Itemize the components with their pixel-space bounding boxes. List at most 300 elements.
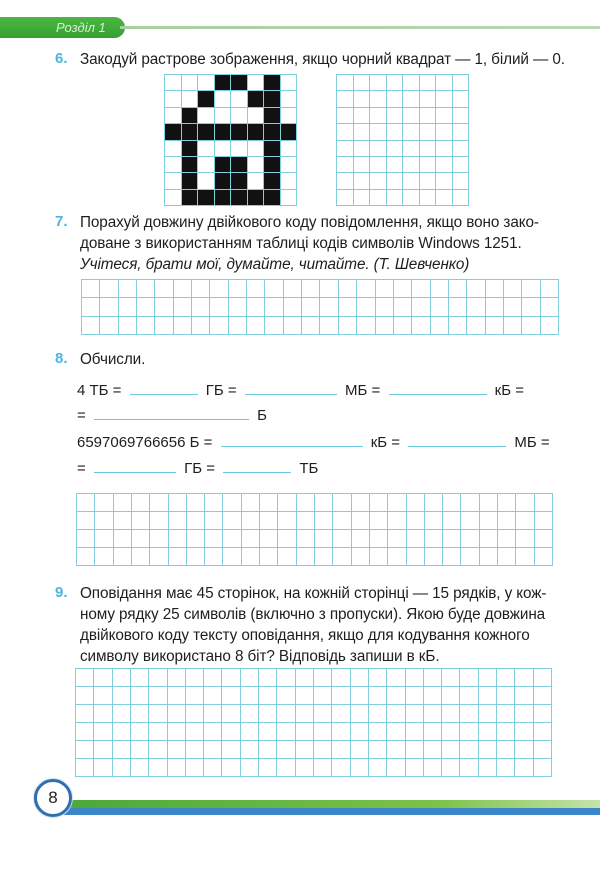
grid-cell[interactable] bbox=[302, 317, 320, 335]
grid-cell[interactable] bbox=[516, 530, 534, 548]
grid-cell[interactable] bbox=[354, 173, 371, 189]
grid-cell[interactable] bbox=[284, 298, 302, 316]
grid-cell[interactable] bbox=[387, 124, 404, 140]
grid-cell[interactable] bbox=[314, 687, 332, 705]
grid-cell[interactable] bbox=[515, 669, 533, 687]
grid-cell[interactable] bbox=[187, 548, 205, 566]
grid-cell[interactable] bbox=[76, 741, 94, 759]
grid-cell[interactable] bbox=[436, 75, 453, 91]
grid-cell[interactable] bbox=[150, 494, 168, 512]
grid-cell[interactable] bbox=[223, 548, 241, 566]
grid-cell[interactable] bbox=[132, 512, 150, 530]
grid-cell[interactable] bbox=[486, 280, 504, 298]
grid-cell[interactable] bbox=[100, 280, 118, 298]
grid-cell[interactable] bbox=[535, 530, 553, 548]
grid-cell[interactable] bbox=[370, 512, 388, 530]
grid-cell[interactable] bbox=[442, 723, 460, 741]
grid-cell[interactable] bbox=[453, 173, 470, 189]
grid-cell[interactable] bbox=[424, 669, 442, 687]
grid-cell[interactable] bbox=[168, 723, 186, 741]
grid-cell[interactable] bbox=[229, 317, 247, 335]
grid-cell[interactable] bbox=[534, 705, 552, 723]
grid-cell[interactable] bbox=[497, 741, 515, 759]
grid-cell[interactable] bbox=[223, 494, 241, 512]
grid-cell[interactable] bbox=[387, 190, 404, 206]
grid-cell[interactable] bbox=[370, 190, 387, 206]
grid-cell[interactable] bbox=[222, 687, 240, 705]
grid-cell[interactable] bbox=[497, 705, 515, 723]
grid-cell[interactable] bbox=[339, 317, 357, 335]
grid-cell[interactable] bbox=[387, 669, 405, 687]
grid-cell[interactable] bbox=[403, 190, 420, 206]
grid-cell[interactable] bbox=[278, 530, 296, 548]
grid-cell[interactable] bbox=[387, 741, 405, 759]
grid-cell[interactable] bbox=[278, 548, 296, 566]
grid-cell[interactable] bbox=[132, 548, 150, 566]
grid-cell[interactable] bbox=[515, 759, 533, 777]
answer-blank-gb[interactable] bbox=[130, 380, 198, 395]
grid-cell[interactable] bbox=[242, 548, 260, 566]
answer-blank-gb-2[interactable] bbox=[94, 458, 176, 473]
grid-cell[interactable] bbox=[351, 723, 369, 741]
grid-cell[interactable] bbox=[431, 298, 449, 316]
grid-cell[interactable] bbox=[94, 705, 112, 723]
grid-cell[interactable] bbox=[76, 687, 94, 705]
grid-cell[interactable] bbox=[453, 108, 470, 124]
grid-cell[interactable] bbox=[407, 548, 425, 566]
grid-cell[interactable] bbox=[302, 298, 320, 316]
grid-cell[interactable] bbox=[155, 280, 173, 298]
grid-cell[interactable] bbox=[479, 687, 497, 705]
grid-cell[interactable] bbox=[320, 280, 338, 298]
grid-cell[interactable] bbox=[460, 723, 478, 741]
grid-cell[interactable] bbox=[479, 741, 497, 759]
grid-cell[interactable] bbox=[204, 741, 222, 759]
grid-cell[interactable] bbox=[296, 705, 314, 723]
grid-cell[interactable] bbox=[241, 705, 259, 723]
answer-blank-mb[interactable] bbox=[245, 380, 337, 395]
grid-cell[interactable] bbox=[94, 669, 112, 687]
grid-cell[interactable] bbox=[412, 280, 430, 298]
grid-cell[interactable] bbox=[332, 687, 350, 705]
grid-cell[interactable] bbox=[412, 317, 430, 335]
grid-cell[interactable] bbox=[297, 548, 315, 566]
grid-cell[interactable] bbox=[265, 317, 283, 335]
grid-cell[interactable] bbox=[265, 280, 283, 298]
grid-cell[interactable] bbox=[370, 124, 387, 140]
grid-cell[interactable] bbox=[315, 530, 333, 548]
grid-cell[interactable] bbox=[186, 705, 204, 723]
grid-cell[interactable] bbox=[260, 530, 278, 548]
grid-cell[interactable] bbox=[113, 759, 131, 777]
grid-cell[interactable] bbox=[204, 705, 222, 723]
grid-cell[interactable] bbox=[168, 741, 186, 759]
grid-cell[interactable] bbox=[424, 723, 442, 741]
grid-cell[interactable] bbox=[352, 530, 370, 548]
grid-cell[interactable] bbox=[259, 687, 277, 705]
grid-cell[interactable] bbox=[461, 548, 479, 566]
grid-cell[interactable] bbox=[260, 494, 278, 512]
grid-cell[interactable] bbox=[332, 705, 350, 723]
grid-cell[interactable] bbox=[479, 705, 497, 723]
grid-cell[interactable] bbox=[354, 75, 371, 91]
grid-cell[interactable] bbox=[337, 190, 354, 206]
grid-cell[interactable] bbox=[259, 669, 277, 687]
grid-cell[interactable] bbox=[479, 759, 497, 777]
grid-cell[interactable] bbox=[137, 298, 155, 316]
grid-cell[interactable] bbox=[229, 298, 247, 316]
grid-cell[interactable] bbox=[119, 280, 137, 298]
grid-cell[interactable] bbox=[406, 759, 424, 777]
grid-cell[interactable] bbox=[332, 741, 350, 759]
grid-cell[interactable] bbox=[114, 548, 132, 566]
grid-cell[interactable] bbox=[467, 298, 485, 316]
grid-cell[interactable] bbox=[442, 705, 460, 723]
grid-cell[interactable] bbox=[425, 530, 443, 548]
grid-cell[interactable] bbox=[420, 75, 437, 91]
grid-cell[interactable] bbox=[354, 124, 371, 140]
grid-cell[interactable] bbox=[436, 91, 453, 107]
grid-cell[interactable] bbox=[424, 687, 442, 705]
grid-cell[interactable] bbox=[376, 298, 394, 316]
grid-cell[interactable] bbox=[187, 512, 205, 530]
grid-cell[interactable] bbox=[337, 124, 354, 140]
grid-cell[interactable] bbox=[425, 512, 443, 530]
grid-cell[interactable] bbox=[332, 759, 350, 777]
grid-cell[interactable] bbox=[205, 494, 223, 512]
grid-cell[interactable] bbox=[504, 280, 522, 298]
grid-cell[interactable] bbox=[204, 687, 222, 705]
grid-cell[interactable] bbox=[76, 723, 94, 741]
grid-cell[interactable] bbox=[516, 512, 534, 530]
grid-cell[interactable] bbox=[113, 705, 131, 723]
grid-cell[interactable] bbox=[387, 705, 405, 723]
grid-cell[interactable] bbox=[76, 705, 94, 723]
grid-cell[interactable] bbox=[205, 548, 223, 566]
grid-cell[interactable] bbox=[119, 298, 137, 316]
grid-cell[interactable] bbox=[94, 741, 112, 759]
grid-cell[interactable] bbox=[222, 741, 240, 759]
grid-cell[interactable] bbox=[449, 317, 467, 335]
grid-cell[interactable] bbox=[351, 687, 369, 705]
grid-cell[interactable] bbox=[339, 280, 357, 298]
grid-cell[interactable] bbox=[259, 741, 277, 759]
grid-cell[interactable] bbox=[277, 687, 295, 705]
grid-cell[interactable] bbox=[387, 157, 404, 173]
grid-cell[interactable] bbox=[260, 512, 278, 530]
grid-cell[interactable] bbox=[320, 317, 338, 335]
grid-cell[interactable] bbox=[337, 75, 354, 91]
grid-cell[interactable] bbox=[453, 124, 470, 140]
grid-cell[interactable] bbox=[480, 530, 498, 548]
grid-cell[interactable] bbox=[387, 759, 405, 777]
grid-cell[interactable] bbox=[260, 548, 278, 566]
grid-cell[interactable] bbox=[497, 723, 515, 741]
grid-cell[interactable] bbox=[460, 687, 478, 705]
grid-cell[interactable] bbox=[277, 759, 295, 777]
grid-cell[interactable] bbox=[132, 494, 150, 512]
grid-cell[interactable] bbox=[168, 687, 186, 705]
grid-cell[interactable] bbox=[150, 512, 168, 530]
grid-cell[interactable] bbox=[259, 723, 277, 741]
grid-cell[interactable] bbox=[94, 723, 112, 741]
grid-cell[interactable] bbox=[534, 669, 552, 687]
grid-cell[interactable] bbox=[403, 124, 420, 140]
grid-cell[interactable] bbox=[247, 317, 265, 335]
grid-cell[interactable] bbox=[369, 723, 387, 741]
grid-cell[interactable] bbox=[369, 705, 387, 723]
grid-cell[interactable] bbox=[241, 669, 259, 687]
grid-cell[interactable] bbox=[169, 494, 187, 512]
grid-cell[interactable] bbox=[486, 317, 504, 335]
grid-cell[interactable] bbox=[388, 530, 406, 548]
grid-cell[interactable] bbox=[337, 91, 354, 107]
grid-cell[interactable] bbox=[515, 741, 533, 759]
grid-cell[interactable] bbox=[277, 741, 295, 759]
grid-cell[interactable] bbox=[333, 494, 351, 512]
grid-cell[interactable] bbox=[453, 157, 470, 173]
grid-cell[interactable] bbox=[480, 494, 498, 512]
grid-cell[interactable] bbox=[204, 759, 222, 777]
grid-cell[interactable] bbox=[241, 759, 259, 777]
grid-cell[interactable] bbox=[369, 669, 387, 687]
grid-cell[interactable] bbox=[387, 141, 404, 157]
grid-cell[interactable] bbox=[320, 298, 338, 316]
answer-blank-mb-2[interactable] bbox=[408, 432, 506, 447]
grid-cell[interactable] bbox=[403, 91, 420, 107]
grid-cell[interactable] bbox=[387, 91, 404, 107]
grid-cell[interactable] bbox=[241, 741, 259, 759]
grid-cell[interactable] bbox=[453, 75, 470, 91]
grid-cell[interactable] bbox=[186, 723, 204, 741]
grid-cell[interactable] bbox=[424, 705, 442, 723]
grid-cell[interactable] bbox=[247, 298, 265, 316]
grid-cell[interactable] bbox=[420, 91, 437, 107]
grid-cell[interactable] bbox=[278, 512, 296, 530]
grid-cell[interactable] bbox=[332, 669, 350, 687]
grid-cell[interactable] bbox=[186, 759, 204, 777]
grid-cell[interactable] bbox=[94, 759, 112, 777]
grid-cell[interactable] bbox=[387, 75, 404, 91]
grid-cell[interactable] bbox=[82, 280, 100, 298]
grid-cell[interactable] bbox=[357, 298, 375, 316]
grid-cell[interactable] bbox=[370, 141, 387, 157]
grid-cell[interactable] bbox=[515, 723, 533, 741]
grid-cell[interactable] bbox=[357, 280, 375, 298]
grid-cell[interactable] bbox=[424, 759, 442, 777]
grid-cell[interactable] bbox=[149, 687, 167, 705]
grid-cell[interactable] bbox=[114, 494, 132, 512]
answer-blank-kb[interactable] bbox=[389, 380, 487, 395]
grid-cell[interactable] bbox=[296, 687, 314, 705]
grid-cell[interactable] bbox=[137, 280, 155, 298]
grid-cell[interactable] bbox=[210, 280, 228, 298]
grid-cell[interactable] bbox=[265, 298, 283, 316]
grid-cell[interactable] bbox=[467, 280, 485, 298]
grid-cell[interactable] bbox=[278, 494, 296, 512]
grid-cell[interactable] bbox=[132, 530, 150, 548]
grid-cell[interactable] bbox=[443, 494, 461, 512]
grid-cell[interactable] bbox=[407, 512, 425, 530]
grid-cell[interactable] bbox=[541, 280, 559, 298]
grid-cell[interactable] bbox=[114, 530, 132, 548]
grid-cell[interactable] bbox=[406, 687, 424, 705]
grid-cell[interactable] bbox=[498, 512, 516, 530]
grid-cell[interactable] bbox=[420, 190, 437, 206]
grid-cell[interactable] bbox=[406, 705, 424, 723]
grid-cell[interactable] bbox=[403, 108, 420, 124]
grid-cell[interactable] bbox=[420, 157, 437, 173]
grid-cell[interactable] bbox=[431, 317, 449, 335]
grid-cell[interactable] bbox=[315, 548, 333, 566]
grid-cell[interactable] bbox=[351, 705, 369, 723]
answer-blank-tb[interactable] bbox=[223, 458, 291, 473]
grid-cell[interactable] bbox=[169, 530, 187, 548]
grid-cell[interactable] bbox=[241, 723, 259, 741]
grid-cell[interactable] bbox=[297, 512, 315, 530]
grid-cell[interactable] bbox=[420, 173, 437, 189]
grid-cell[interactable] bbox=[242, 512, 260, 530]
grid-cell[interactable] bbox=[100, 317, 118, 335]
grid-cell[interactable] bbox=[504, 298, 522, 316]
question-7-answer-grid[interactable] bbox=[81, 279, 559, 335]
grid-cell[interactable] bbox=[522, 317, 540, 335]
grid-cell[interactable] bbox=[369, 759, 387, 777]
grid-cell[interactable] bbox=[247, 280, 265, 298]
grid-cell[interactable] bbox=[534, 723, 552, 741]
grid-cell[interactable] bbox=[480, 548, 498, 566]
grid-cell[interactable] bbox=[449, 280, 467, 298]
grid-cell[interactable] bbox=[461, 494, 479, 512]
grid-cell[interactable] bbox=[479, 723, 497, 741]
grid-cell[interactable] bbox=[297, 530, 315, 548]
grid-cell[interactable] bbox=[354, 141, 371, 157]
grid-cell[interactable] bbox=[131, 669, 149, 687]
grid-cell[interactable] bbox=[333, 548, 351, 566]
grid-cell[interactable] bbox=[131, 759, 149, 777]
grid-cell[interactable] bbox=[114, 512, 132, 530]
grid-cell[interactable] bbox=[95, 530, 113, 548]
grid-cell[interactable] bbox=[522, 280, 540, 298]
grid-cell[interactable] bbox=[204, 669, 222, 687]
grid-cell[interactable] bbox=[76, 669, 94, 687]
grid-cell[interactable] bbox=[486, 298, 504, 316]
grid-cell[interactable] bbox=[332, 723, 350, 741]
grid-cell[interactable] bbox=[95, 548, 113, 566]
grid-cell[interactable] bbox=[284, 280, 302, 298]
grid-cell[interactable] bbox=[541, 317, 559, 335]
grid-cell[interactable] bbox=[77, 512, 95, 530]
grid-cell[interactable] bbox=[534, 759, 552, 777]
grid-cell[interactable] bbox=[498, 530, 516, 548]
grid-cell[interactable] bbox=[337, 108, 354, 124]
grid-cell[interactable] bbox=[222, 669, 240, 687]
grid-cell[interactable] bbox=[394, 298, 412, 316]
grid-cell[interactable] bbox=[131, 687, 149, 705]
grid-cell[interactable] bbox=[186, 741, 204, 759]
grid-cell[interactable] bbox=[420, 124, 437, 140]
grid-cell[interactable] bbox=[169, 512, 187, 530]
grid-cell[interactable] bbox=[425, 494, 443, 512]
question-9-answer-grid[interactable] bbox=[75, 668, 552, 777]
raster-answer-grid[interactable] bbox=[336, 74, 469, 206]
grid-cell[interactable] bbox=[407, 530, 425, 548]
grid-cell[interactable] bbox=[443, 530, 461, 548]
grid-cell[interactable] bbox=[314, 741, 332, 759]
grid-cell[interactable] bbox=[210, 298, 228, 316]
grid-cell[interactable] bbox=[460, 741, 478, 759]
grid-cell[interactable] bbox=[354, 91, 371, 107]
grid-cell[interactable] bbox=[387, 173, 404, 189]
grid-cell[interactable] bbox=[302, 280, 320, 298]
grid-cell[interactable] bbox=[442, 759, 460, 777]
grid-cell[interactable] bbox=[443, 512, 461, 530]
grid-cell[interactable] bbox=[223, 530, 241, 548]
grid-cell[interactable] bbox=[296, 759, 314, 777]
grid-cell[interactable] bbox=[370, 173, 387, 189]
grid-cell[interactable] bbox=[222, 723, 240, 741]
grid-cell[interactable] bbox=[186, 669, 204, 687]
grid-cell[interactable] bbox=[436, 190, 453, 206]
grid-cell[interactable] bbox=[541, 298, 559, 316]
grid-cell[interactable] bbox=[515, 705, 533, 723]
grid-cell[interactable] bbox=[467, 317, 485, 335]
grid-cell[interactable] bbox=[498, 494, 516, 512]
grid-cell[interactable] bbox=[534, 741, 552, 759]
grid-cell[interactable] bbox=[369, 741, 387, 759]
grid-cell[interactable] bbox=[351, 669, 369, 687]
grid-cell[interactable] bbox=[436, 108, 453, 124]
grid-cell[interactable] bbox=[436, 141, 453, 157]
grid-cell[interactable] bbox=[394, 317, 412, 335]
grid-cell[interactable] bbox=[354, 157, 371, 173]
grid-cell[interactable] bbox=[412, 298, 430, 316]
grid-cell[interactable] bbox=[223, 512, 241, 530]
grid-cell[interactable] bbox=[82, 298, 100, 316]
grid-cell[interactable] bbox=[314, 723, 332, 741]
grid-cell[interactable] bbox=[461, 530, 479, 548]
grid-cell[interactable] bbox=[370, 108, 387, 124]
grid-cell[interactable] bbox=[131, 741, 149, 759]
grid-cell[interactable] bbox=[376, 280, 394, 298]
grid-cell[interactable] bbox=[497, 759, 515, 777]
grid-cell[interactable] bbox=[387, 108, 404, 124]
grid-cell[interactable] bbox=[94, 687, 112, 705]
grid-cell[interactable] bbox=[369, 687, 387, 705]
grid-cell[interactable] bbox=[192, 280, 210, 298]
grid-cell[interactable] bbox=[460, 759, 478, 777]
grid-cell[interactable] bbox=[403, 141, 420, 157]
grid-cell[interactable] bbox=[205, 512, 223, 530]
grid-cell[interactable] bbox=[352, 548, 370, 566]
grid-cell[interactable] bbox=[431, 280, 449, 298]
grid-cell[interactable] bbox=[119, 317, 137, 335]
grid-cell[interactable] bbox=[113, 723, 131, 741]
grid-cell[interactable] bbox=[186, 687, 204, 705]
grid-cell[interactable] bbox=[222, 759, 240, 777]
grid-cell[interactable] bbox=[149, 705, 167, 723]
grid-cell[interactable] bbox=[388, 512, 406, 530]
grid-cell[interactable] bbox=[296, 669, 314, 687]
grid-cell[interactable] bbox=[406, 723, 424, 741]
grid-cell[interactable] bbox=[333, 512, 351, 530]
grid-cell[interactable] bbox=[461, 512, 479, 530]
grid-cell[interactable] bbox=[113, 669, 131, 687]
grid-cell[interactable] bbox=[497, 687, 515, 705]
grid-cell[interactable] bbox=[315, 512, 333, 530]
grid-cell[interactable] bbox=[204, 723, 222, 741]
grid-cell[interactable] bbox=[296, 741, 314, 759]
